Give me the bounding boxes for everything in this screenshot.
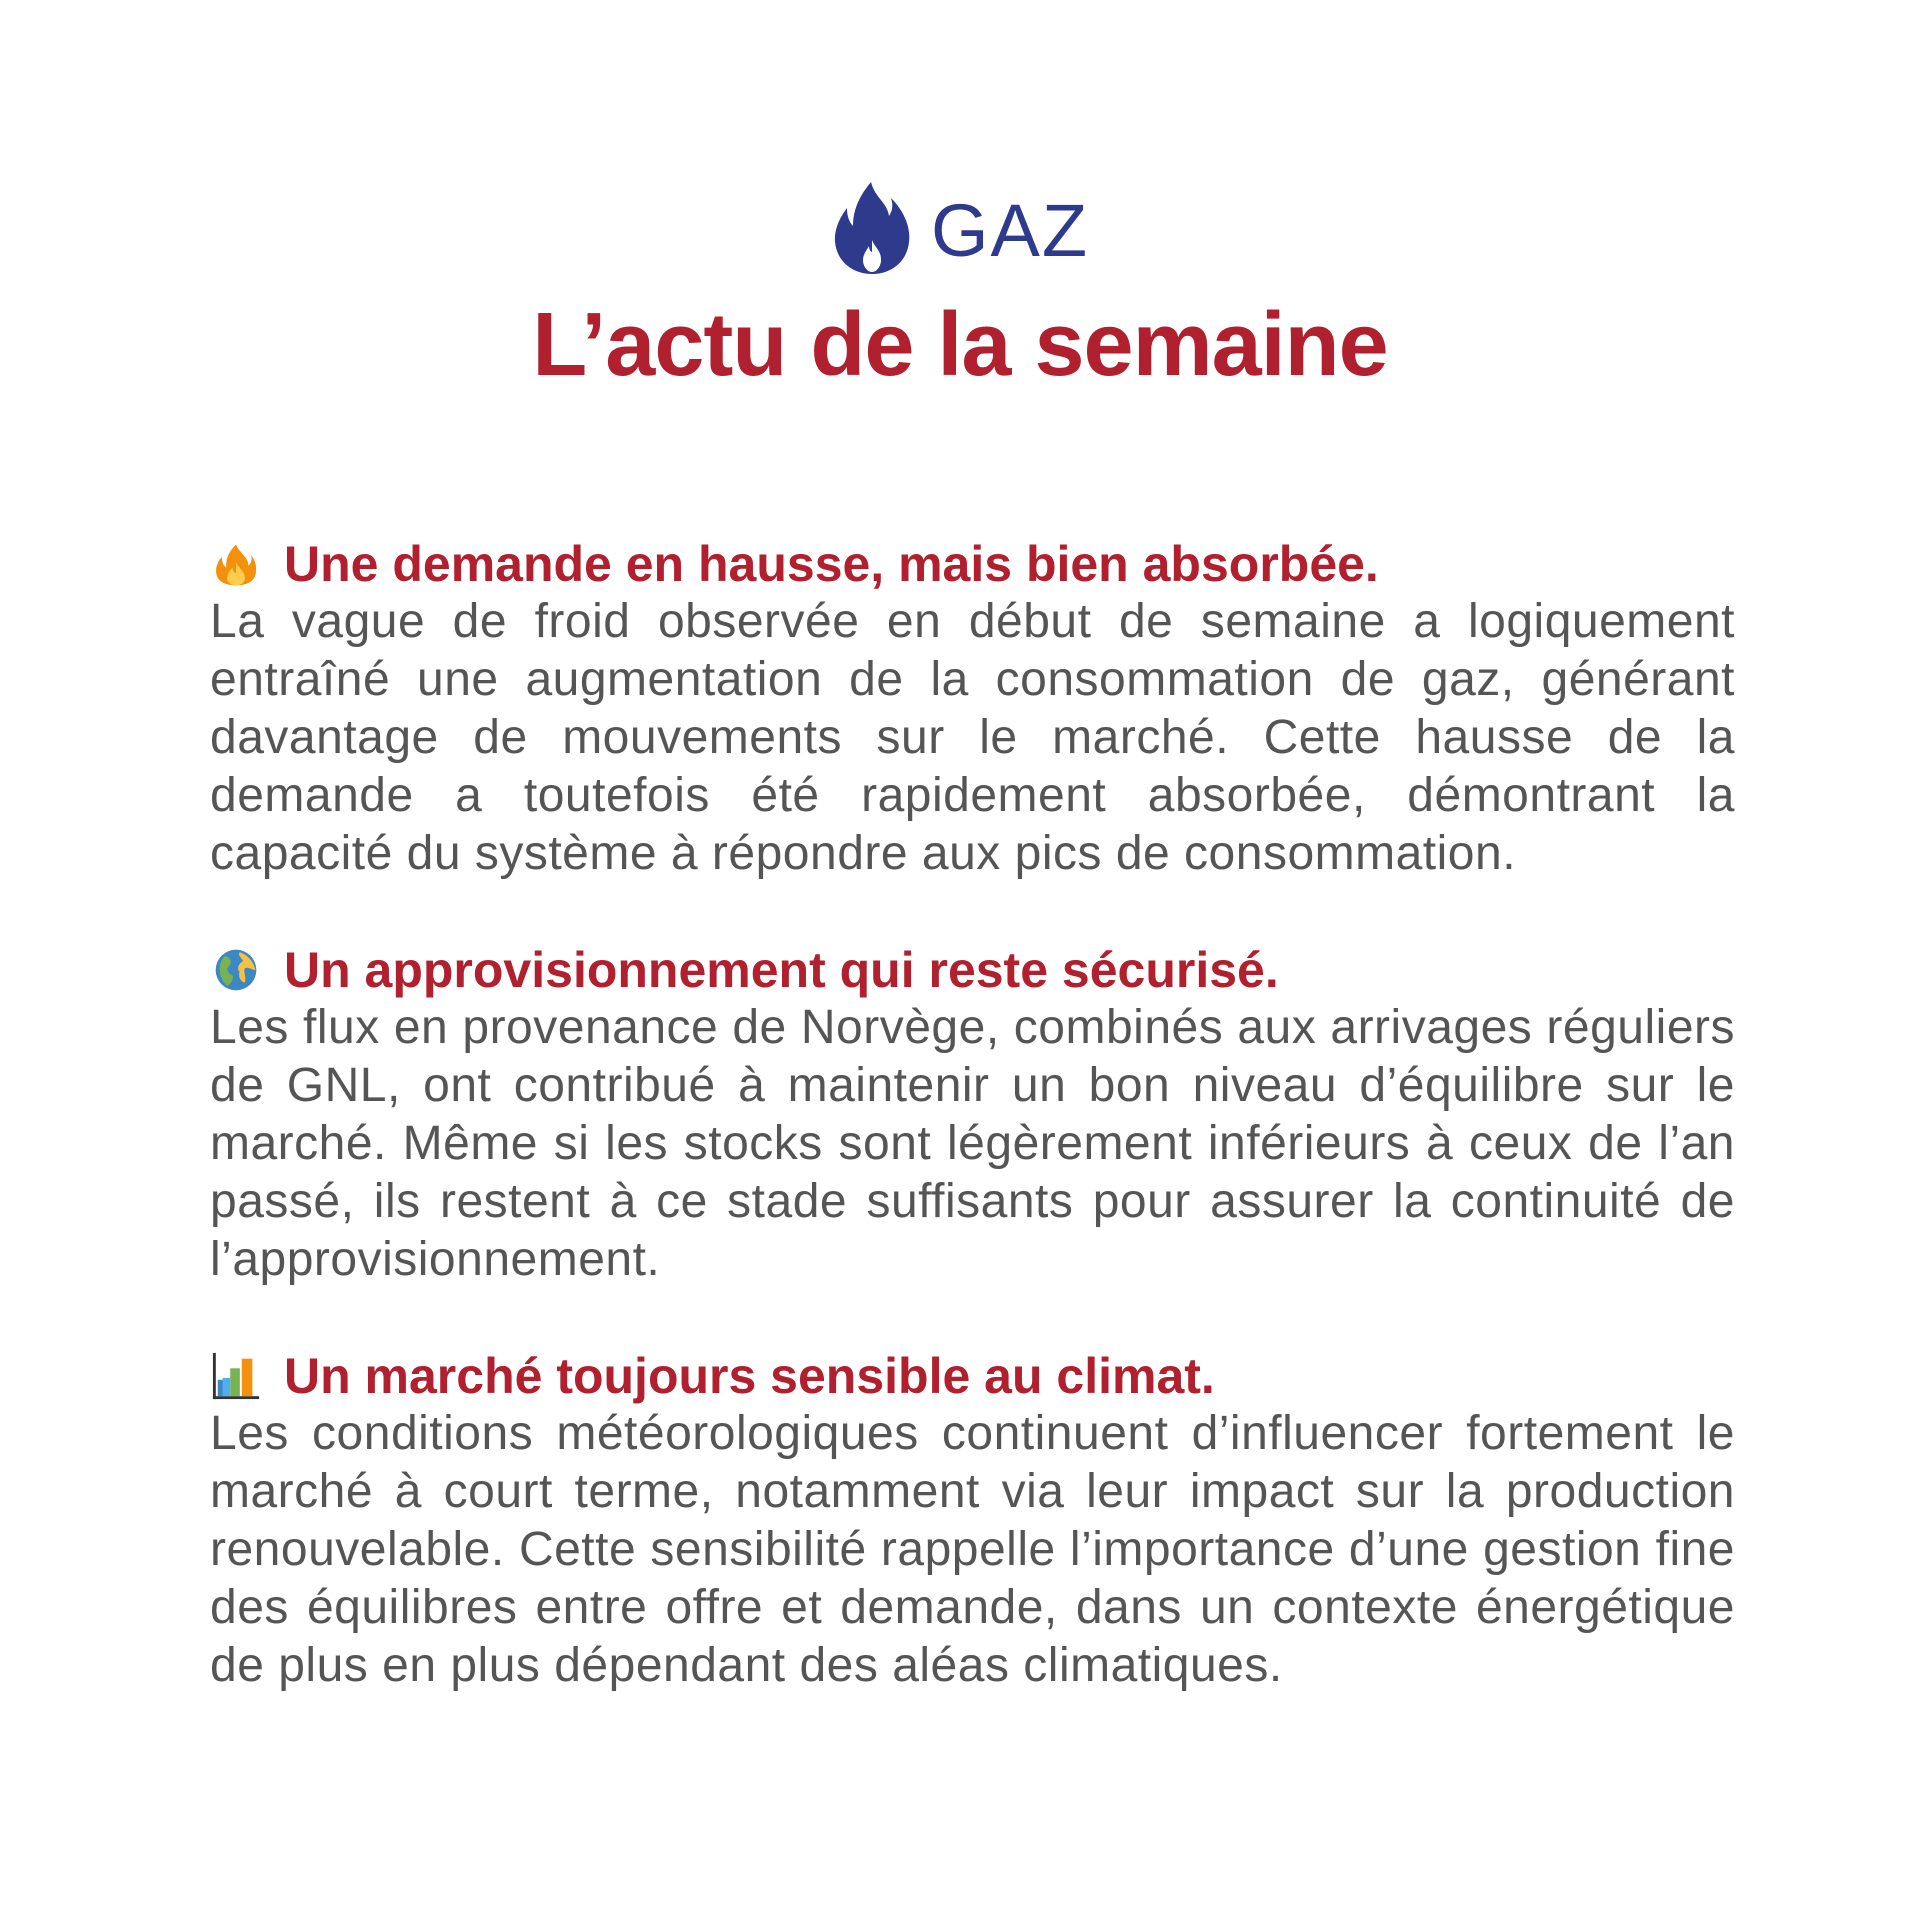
section-body: Les flux en provenance de Norvège, combinés aux arrivages réguliers de GNL, ont contribué à maintenir un bon niveau d’équilibre sur le marché. Même si les stocks sont légèrement inférieurs à ceux de l’an passé, ils restent à ce stade suffisants pour assurer la continuité de l’approvisionnement. (210, 1001, 1735, 1286)
page-header (0, 180, 1920, 397)
section-title: Un approvisionnement qui reste sécurisé. (284, 942, 1279, 998)
category-row (0, 180, 1920, 280)
flame-icon (831, 180, 913, 281)
section-body: Les conditions météorologiques continuent d’influencer fortement le marché à court terme, notamment via leur impact sur la production renouvelable. Cette sensibilité rappelle l’importance d’une gestion fine des équilibres entre offre et demande, dans un contexte énergétique de plus en plus dépendant des aléas climatiques. (210, 1407, 1735, 1692)
news-section (210, 1347, 1735, 1695)
globe-icon (210, 944, 262, 996)
page-title: L’actu de la semaine (532, 295, 1388, 395)
news-content (210, 535, 1735, 1753)
fire-icon (210, 538, 262, 590)
section-title: Une demande en hausse, mais bien absorbée. (284, 536, 1379, 592)
news-section (210, 941, 1735, 1289)
section-header (210, 941, 1735, 999)
section-header (210, 1347, 1735, 1405)
news-section (210, 535, 1735, 883)
section-title: Un marché toujours sensible au climat. (284, 1348, 1215, 1404)
category-label: GAZ (930, 188, 1090, 272)
section-body: La vague de froid observée en début de semaine a logiquement entraîné une augmentation de la consommation de gaz, générant davantage de mouvements sur le marché. Cette hausse de la demande a toutefois été rapidement absorbée, démontrant la capacité du système à répondre aux pics de consommation. (210, 595, 1735, 880)
bar-chart-icon (210, 1350, 262, 1402)
section-header (210, 535, 1735, 593)
